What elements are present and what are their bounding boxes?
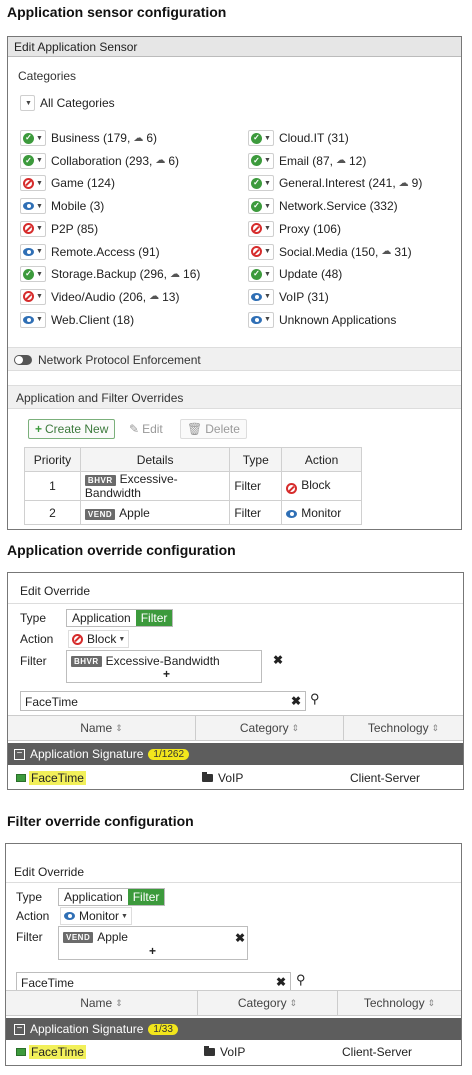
category-label: Social.Media (150, [278,244,379,259]
category-item[interactable] [20,220,98,238]
panel-title: Edit Override [20,584,91,598]
category-item[interactable] [20,197,104,215]
table-row[interactable] [25,501,362,525]
category-action-select[interactable] [20,221,46,237]
all-categories-row[interactable] [20,94,115,112]
action-cell: Block [282,472,362,501]
category-label: Video/Audio (206, [50,289,147,304]
chevron-down-icon: ▼ [36,179,43,187]
bhvr-tag: BHVR [71,656,102,667]
chevron-down-icon: ▼ [36,316,43,324]
action-select[interactable]: Block ▼ [68,630,129,648]
chevron-down-icon: ▼ [36,134,43,142]
category-item[interactable] [248,265,342,283]
plus-icon[interactable]: + [163,667,171,681]
edit-application-sensor-panel [7,36,462,530]
count-badge: 1/33 [148,1024,177,1035]
col-technology[interactable]: Technology ⇕ [363,996,436,1010]
category-item[interactable] [248,174,422,192]
table-row[interactable] [6,1041,461,1063]
vend-tag: VEND [85,509,115,520]
category-action-select[interactable] [248,153,274,169]
chevron-down-icon: ▼ [264,293,271,301]
cloud-count: 6) [168,153,180,168]
category-label: General.Interest (241, [278,176,396,191]
category-action-select[interactable] [20,198,46,214]
category-action-select[interactable] [248,221,274,237]
create-new-button[interactable]: + Create New [28,419,115,439]
category-action-select[interactable] [20,289,46,305]
eye-icon [286,508,297,519]
chevron-down-icon: ▼ [264,270,271,278]
categories-label: Categories [18,69,77,83]
npe-label: Network Protocol Enforcement [38,353,201,367]
block-icon [23,223,34,234]
group-row[interactable]: − Application Signature 1/33 [6,1018,461,1040]
category-label: Business (179, [50,131,131,145]
chevron-down-icon: ▼ [36,248,43,255]
cloud-icon: ☁ [398,177,409,189]
category-action-select[interactable] [248,312,274,328]
col-category[interactable]: Category ⇕ [198,991,338,1015]
vend-tag: VEND [63,932,93,943]
category-item[interactable] [20,129,157,147]
category-cell: VoIP [204,1045,245,1059]
chevron-down-icon: ▼ [264,157,271,165]
type-application-option[interactable]: Application [72,611,131,625]
group-row[interactable]: − Application Signature 1/1262 [8,743,463,765]
block-icon [23,291,34,302]
action-label: Action [20,632,54,646]
category-label: Network.Service (332) [278,199,398,214]
all-categories-label: All Categories [39,96,115,110]
category-label: Unknown Applications [278,312,397,327]
chevron-down-icon: ▼ [36,270,43,278]
category-label: VoIP (31) [278,289,329,304]
category-item[interactable] [248,129,349,147]
app-name-cell: FaceTime [16,771,86,785]
bhvr-tag: BHVR [85,475,116,486]
category-label: Mobile (3) [50,199,105,214]
type-filter-option[interactable]: Filter [128,889,165,905]
category-label: Game (124) [50,176,115,191]
details-cell: BHVR Excessive-Bandwidth [80,472,229,501]
col-technology[interactable]: Technology ⇕ [367,721,440,735]
filter-label: Filter [16,930,43,944]
check-icon: ✓ [251,178,262,189]
search-icon[interactable]: ⚲ [296,972,306,987]
col-priority[interactable]: Priority [25,448,81,472]
folder-icon [204,1048,215,1056]
search-input[interactable]: FaceTime ✖ [20,691,306,711]
category-label: Collaboration (293, [50,153,153,168]
npe-row[interactable] [14,353,201,367]
chevron-down-icon: ▼ [36,225,43,233]
overrides-bar [8,385,461,409]
filter-field[interactable] [58,926,248,960]
col-name[interactable]: Name ⇕ [8,716,196,740]
type-segmented-control[interactable] [58,888,165,906]
app-name-cell: FaceTime [16,1045,86,1059]
category-action-select[interactable] [20,153,46,169]
category-action-select[interactable] [20,244,46,260]
overrides-table [24,447,362,525]
category-label: Proxy (106) [278,221,341,236]
action-cell: Monitor [282,501,362,525]
category-item[interactable] [248,220,341,238]
chevron-down-icon: ▼ [264,248,271,255]
check-icon: ✓ [251,269,262,280]
cloud-icon: ☁ [381,246,392,257]
section-title-filter-override: Filter override configuration [7,813,194,829]
column-headers [6,990,461,1016]
chevron-down-icon: ▼ [264,134,271,142]
search-input[interactable]: FaceTime ✖ [16,972,291,992]
cloud-count: 16) [183,267,201,282]
chevron-down-icon: ▼ [36,293,43,301]
type-label: Type [16,890,43,904]
category-label: Cloud.IT (31) [278,131,349,145]
category-label: Email (87, [278,153,333,168]
category-item[interactable] [20,288,179,306]
panel-title: Edit Override [14,865,85,879]
priority-cell: 1 [25,472,81,501]
folder-icon [202,774,213,782]
category-cell: VoIP [202,771,243,785]
all-categories-select[interactable] [20,95,35,111]
eye-icon [251,291,262,302]
action-label: Action [16,909,50,923]
filter-field[interactable] [66,650,283,683]
category-action-select[interactable] [20,130,46,146]
category-action-select[interactable] [248,244,274,260]
category-item[interactable] [20,311,134,329]
edit-override-panel-filter [5,843,462,1066]
chevron-down-icon: ▼ [121,912,128,920]
chevron-down-icon: ▼ [264,179,271,187]
cloud-icon: ☁ [335,155,346,167]
col-details[interactable]: Details [80,448,229,472]
type-segmented-control[interactable] [66,609,173,627]
chevron-down-icon: ▼ [118,635,126,643]
clear-icon[interactable]: ✖ [290,694,301,708]
details-cell: VEND Apple [80,501,229,525]
category-label: P2P (85) [50,221,99,236]
type-filter-option[interactable]: Filter [136,610,173,626]
technology-cell: Client-Server [342,1045,413,1059]
npe-bar [8,347,461,371]
application-icon [16,1048,26,1056]
chevron-down-icon: ▼ [25,99,32,107]
chevron-down-icon: ▼ [36,202,43,210]
chevron-down-icon: ▼ [36,157,43,165]
check-icon: ✓ [251,155,262,166]
section-title-app-sensor: Application sensor configuration [7,4,227,20]
collapse-icon[interactable]: − [14,749,25,760]
cloud-count: 12) [348,153,367,168]
category-action-select[interactable] [248,175,274,191]
application-icon [16,774,26,782]
category-item[interactable] [20,243,160,261]
eye-icon [23,201,34,212]
cloud-icon: ☁ [149,291,160,303]
category-label: Update (48) [278,267,343,282]
technology-cell: Client-Server [350,771,421,785]
section-title-app-override: Application override configuration [7,542,236,558]
category-label: Web.Client (18) [50,312,135,327]
block-icon [23,178,34,189]
type-cell: Filter [230,472,282,501]
overrides-label: Application and Filter Overrides [16,391,184,405]
col-action[interactable]: Action [282,448,362,472]
col-type[interactable]: Type [230,448,282,472]
chevron-down-icon: ▼ [264,225,271,233]
npe-toggle[interactable] [14,355,32,365]
eye-icon [23,246,34,257]
panel-title: Edit Application Sensor [8,37,461,57]
category-item[interactable] [20,174,115,192]
pencil-icon: ✎ [129,422,140,436]
chevron-down-icon: ▼ [264,316,271,324]
category-item[interactable] [248,311,396,329]
check-icon: ✓ [23,269,34,280]
cloud-icon: ☁ [155,155,166,167]
block-icon [72,634,83,645]
category-action-select[interactable] [248,130,274,146]
type-label: Type [20,611,47,625]
cloud-count: 6) [146,131,157,145]
block-icon [286,483,297,494]
edit-override-panel-app [7,572,464,790]
block-icon [251,223,262,234]
check-icon: ✓ [23,155,34,166]
eye-icon [64,911,75,922]
search-icon[interactable]: ⚲ [310,691,320,706]
category-item[interactable] [20,265,200,283]
column-headers [8,715,463,741]
plus-icon: + [35,422,43,436]
category-action-select[interactable] [248,266,274,282]
filter-chip: BHVR Excessive-Bandwidth [71,654,220,668]
cloud-count: 13) [162,289,180,304]
category-label: Storage.Backup (296, [50,267,168,282]
filter-label: Filter [20,654,47,668]
trash-icon: 🗑 [187,422,203,436]
table-row[interactable] [25,472,362,501]
edit-button[interactable]: ✎ Edit [129,422,163,436]
close-icon[interactable]: ✖ [272,653,283,667]
check-icon: ✓ [23,133,34,144]
eye-icon [23,314,34,325]
priority-cell: 2 [25,501,81,525]
table-row[interactable] [8,767,463,789]
chevron-down-icon: ▼ [264,202,271,210]
category-action-select[interactable] [248,289,274,305]
check-icon: ✓ [251,201,262,212]
cloud-icon: ☁ [133,132,144,144]
category-action-select[interactable] [20,312,46,328]
close-icon[interactable]: ✖ [234,931,245,945]
check-icon: ✓ [251,133,262,144]
eye-icon [251,314,262,325]
category-action-select[interactable] [248,198,274,214]
category-item[interactable] [248,197,398,215]
category-item[interactable] [248,288,329,306]
clear-icon[interactable]: ✖ [275,975,286,989]
category-item[interactable] [248,243,412,261]
cloud-count: 31) [394,244,412,259]
type-cell: Filter [230,501,282,525]
col-name[interactable]: Name ⇕ [6,991,198,1015]
category-item[interactable] [20,152,179,170]
category-item[interactable] [248,152,366,170]
category-action-select[interactable] [20,266,46,282]
table-header-row [25,448,362,472]
type-application-option[interactable]: Application [64,890,123,904]
cloud-icon: ☁ [170,268,181,280]
category-action-select[interactable] [20,175,46,191]
count-badge: 1/1262 [148,749,189,760]
col-category[interactable]: Category ⇕ [196,716,344,740]
block-icon [251,246,262,257]
plus-icon[interactable]: + [149,944,157,958]
action-select[interactable]: Monitor ▼ [60,907,132,925]
delete-button[interactable]: 🗑 Delete [180,419,247,439]
cloud-count: 9) [411,176,423,191]
category-label: Remote.Access (91) [50,244,160,259]
collapse-icon[interactable]: − [14,1024,25,1035]
filter-chip: VEND Apple [63,930,128,944]
